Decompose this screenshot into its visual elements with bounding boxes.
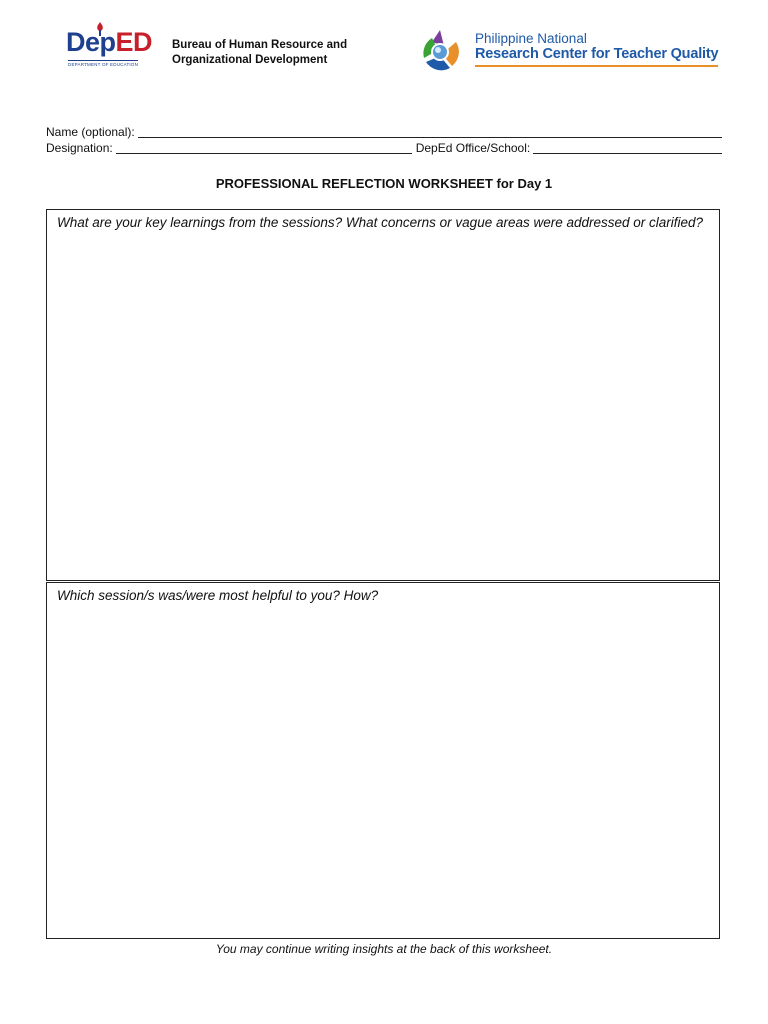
designation-row [46, 140, 722, 156]
research-center-underline [475, 65, 718, 67]
worksheet-title: PROFESSIONAL REFLECTION WORKSHEET for Day 1 [215, 176, 553, 191]
bureau-line-2: Organizational Development [172, 54, 328, 66]
answer-box-2[interactable] [46, 582, 720, 939]
research-center-title [475, 31, 720, 67]
research-center-line-1: Philippine National [475, 31, 587, 46]
deped-subtitle: DEPARTMENT OF EDUCATION [68, 62, 139, 67]
answer-box-1[interactable] [46, 209, 720, 581]
name-label: Name (optional): [46, 125, 135, 139]
office-blank[interactable] [533, 142, 722, 154]
office-label: DepEd Office/School: [415, 141, 531, 155]
name-blank[interactable] [138, 126, 722, 138]
research-center-line-2: Research Center for Teacher Quality [475, 46, 719, 62]
footnote: You may continue writing insights at the back of this worksheet. [215, 942, 553, 956]
bureau-name [172, 38, 347, 68]
research-center-logo-icon [418, 28, 462, 72]
page-header [0, 0, 768, 100]
prompt-helpful-sessions: Which session/s was/were most helpful to you? How? [57, 588, 379, 603]
designation-blank[interactable] [116, 142, 412, 154]
name-row [46, 124, 722, 140]
form-fields [46, 124, 722, 156]
deped-logo [66, 26, 154, 72]
designation-label: Designation: [46, 141, 113, 155]
bureau-line-1: Bureau of Human Resource and [172, 39, 348, 51]
deped-wordmark: DepED [66, 27, 153, 57]
prompt-key-learnings: What are your key learnings from the sessions? What concerns or vague areas were addressed or clarified? [57, 215, 704, 230]
